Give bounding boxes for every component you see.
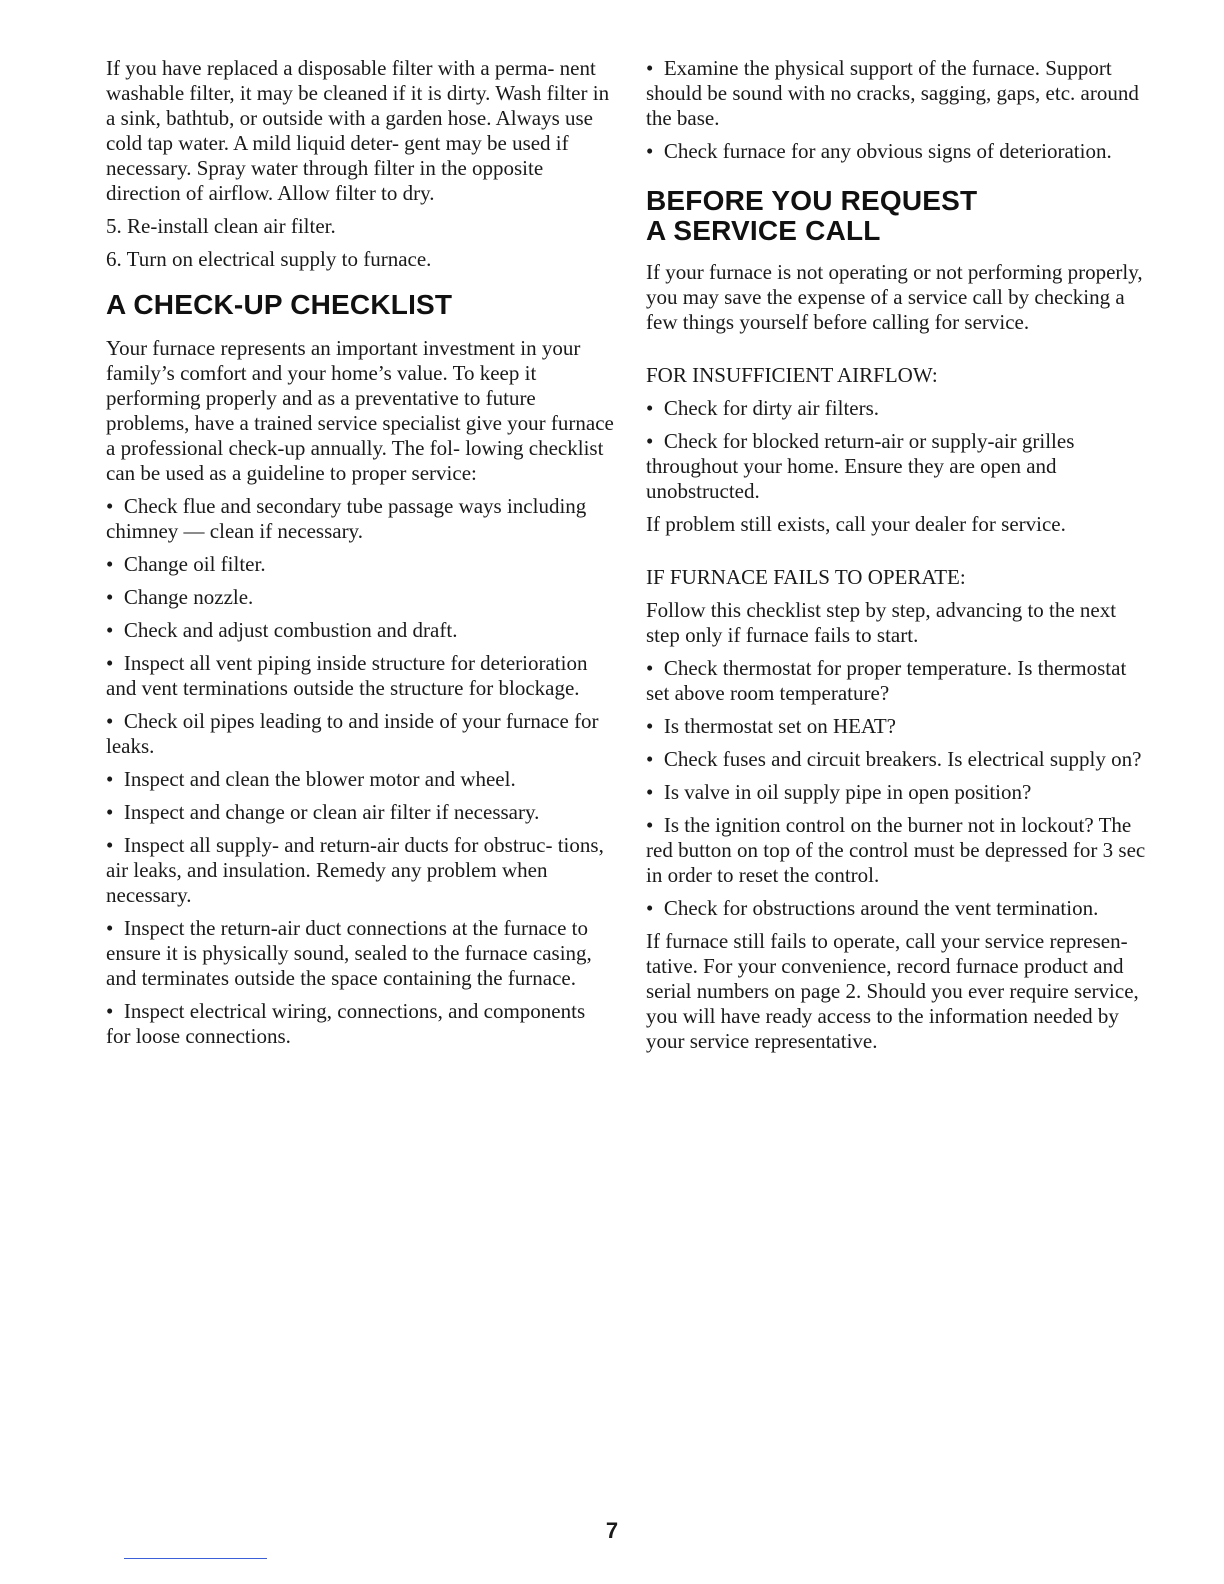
checkup-intro-paragraph: Your furnace represents an important investment in your family’s comfort and your home’s value. To keep it performing properly and as a preventative to future problems, have a trained service specialist give your furnace a professional check-up annually. The fol- lowing checklist can be used as a guideline to proper service: — [106, 336, 614, 485]
page-number: 7 — [605, 1518, 619, 1543]
fails-item: • Check thermostat for proper temperature. Is thermostat set above room temperature? — [646, 656, 1152, 706]
checklist-item: • Examine the physical support of the furnace. Support should be sound with no cracks, sagging, gaps, etc. around the base. — [646, 56, 1152, 131]
insufficient-airflow-heading: FOR INSUFFICIENT AIRFLOW: — [646, 363, 938, 387]
checklist-item: • Inspect the return-air duct connections at the furnace to ensure it is physically sound, sealed to the furnace casing, and terminates outside the space containing the furnace. — [106, 916, 614, 991]
checklist-item: • Inspect all vent piping inside structure for deterioration and vent terminations outside the structure for blockage. — [106, 651, 614, 701]
airflow-item: • Check for blocked return-air or supply-air grilles throughout your home. Ensure they are open and unobstructed. — [646, 429, 1152, 504]
checkup-checklist-heading: A CHECK-UP CHECKLIST — [106, 289, 453, 320]
service-call-heading — [646, 186, 1152, 246]
furnace-fails-heading: IF FURNACE FAILS TO OPERATE: — [646, 565, 966, 589]
checklist-item: • Inspect and clean the blower motor and wheel. — [106, 767, 614, 792]
left-column — [106, 56, 614, 1057]
furnace-fails-intro: Follow this checklist step by step, advancing to the next step only if furnace fails to start. — [646, 598, 1117, 647]
service-call-heading-line1: BEFORE YOU REQUEST — [646, 185, 978, 216]
service-call-intro: If your furnace is not operating or not performing properly, you may save the expense of a service call by checking a few things yourself before calling for service. — [646, 260, 1143, 334]
checklist-item: • Inspect and change or clean air filter if necessary. — [106, 800, 614, 825]
service-call-heading-line2: A SERVICE CALL — [646, 215, 881, 246]
fails-item: • Is the ignition control on the burner not in lockout? The red button on top of the control must be depressed for 3 sec in order to reset the control. — [646, 813, 1152, 888]
checklist-item: • Check flue and secondary tube passage ways including chimney — clean if necessary. — [106, 494, 614, 544]
checklist-item: • Inspect electrical wiring, connections, and components for loose connections. — [106, 999, 614, 1049]
airflow-item: • Check for dirty air filters. — [646, 396, 1152, 421]
checklist-item: • Inspect all supply- and return-air ducts for obstruc- tions, air leaks, and insulation. Remedy any problem when necessary. — [106, 833, 614, 908]
right-column — [646, 56, 1152, 1062]
checklist-item: • Check oil pipes leading to and inside of your furnace for leaks. — [106, 709, 614, 759]
step-6: 6. Turn on electrical supply to furnace. — [106, 247, 432, 271]
checklist-item: • Check furnace for any obvious signs of deterioration. — [646, 139, 1152, 164]
airflow-outro: If problem still exists, call your dealer for service. — [646, 512, 1066, 536]
fails-item: • Check fuses and circuit breakers. Is electrical supply on? — [646, 747, 1152, 772]
step-5: 5. Re-install clean air filter. — [106, 214, 336, 238]
filter-cleaning-paragraph: If you have replaced a disposable filter with a perma- nent washable filter, it may be cleaned if it is dirty. Wash filter in a sink, bathtub, or outside with a garden hose. Always use cold tap water. A mild liquid deter- gent may be used if necessary. Spray water through filter in the opposite direction of airflow. Allow filter to dry. — [106, 56, 610, 205]
fails-item: • Is valve in oil supply pipe in open position? — [646, 780, 1152, 805]
furnace-fails-outro: If furnace still fails to operate, call your service represen- tative. For your convenience, record furnace product and serial numbers on page 2. Should you ever require service, you will have ready access to the information needed by your service representative. — [646, 929, 1139, 1053]
fails-item: • Check for obstructions around the vent termination. — [646, 896, 1152, 921]
checklist-item: • Check and adjust combustion and draft. — [106, 618, 614, 643]
checklist-item: • Change oil filter. — [106, 552, 614, 577]
footer-rule — [124, 1558, 267, 1559]
checklist-item: • Change nozzle. — [106, 585, 614, 610]
fails-item: • Is thermostat set on HEAT? — [646, 714, 1152, 739]
